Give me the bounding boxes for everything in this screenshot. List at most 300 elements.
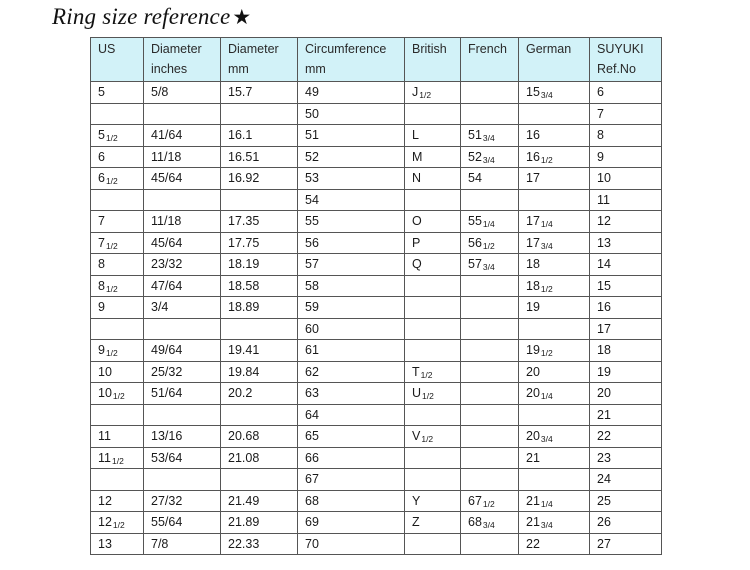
cell-diameter-mm [221, 404, 298, 426]
cell-value: 54 [468, 171, 482, 185]
cell-value: 16 [597, 300, 611, 314]
cell-fraction: 1/2 [482, 498, 495, 509]
cell-diameter-inches [144, 146, 221, 168]
cell-value: 11/18 [151, 214, 182, 228]
cell-value: 20 [526, 429, 540, 443]
cell-fraction: 1/2 [422, 391, 434, 401]
cell-us-size [91, 82, 144, 104]
cell-british-size [405, 383, 461, 405]
table-row [91, 275, 662, 297]
cell-value: Y [412, 493, 421, 508]
cell-diameter-mm [221, 318, 298, 340]
cell-fraction: 1/2 [105, 133, 118, 143]
cell-value: 51 [305, 128, 319, 142]
table-row [91, 232, 662, 254]
cell-us-size [91, 404, 144, 426]
cell-french-size [461, 340, 519, 362]
cell-suyuki-ref-no [590, 426, 662, 448]
cell-value: 16.92 [228, 171, 260, 185]
cell-british-size [405, 82, 461, 104]
cell-german-size [519, 318, 590, 340]
cell-diameter-mm [221, 512, 298, 534]
cell-diameter-inches [144, 404, 221, 426]
cell-french-size [461, 168, 519, 190]
cell-circumference-mm [298, 469, 405, 491]
cell-value: 8 [597, 128, 604, 142]
cell-us-size [91, 490, 144, 512]
cell-value: 10 [98, 364, 112, 379]
cell-us-size [91, 426, 144, 448]
cell-value: 68 [305, 493, 319, 508]
cell-french-size [461, 232, 519, 254]
cell-value: T [412, 364, 420, 379]
cell-diameter-mm [221, 447, 298, 469]
cell-value: 19.41 [228, 343, 260, 357]
cell-value: 18 [526, 257, 540, 271]
cell-value: 17 [526, 214, 540, 228]
cell-value: Z [412, 515, 420, 529]
cell-german-size [519, 168, 590, 190]
cell-value: 61 [305, 343, 319, 357]
column-header-line: French [468, 42, 507, 56]
table-row [91, 340, 662, 362]
cell-value: 56 [305, 235, 319, 250]
cell-fraction: 1/2 [105, 283, 118, 294]
cell-value: 23 [597, 450, 611, 465]
cell-value: 16.51 [228, 149, 260, 164]
cell-value: 7 [98, 214, 105, 228]
column-header-line: mm [305, 62, 326, 76]
cell-french-size [461, 404, 519, 426]
cell-value: 64 [305, 407, 319, 422]
cell-german-size [519, 103, 590, 125]
column-header-line: US [98, 42, 116, 56]
cell-diameter-mm [221, 297, 298, 319]
cell-value: 3/4 [151, 300, 169, 314]
cell-value: 21 [597, 407, 611, 422]
cell-value: O [412, 214, 422, 228]
table-row [91, 490, 662, 512]
cell-suyuki-ref-no [590, 82, 662, 104]
table-row [91, 189, 662, 211]
cell-diameter-inches [144, 512, 221, 534]
cell-diameter-mm [221, 254, 298, 276]
cell-us-size [91, 146, 144, 168]
page-title-text: Ring size reference [52, 4, 231, 29]
cell-british-size [405, 297, 461, 319]
cell-diameter-mm [221, 490, 298, 512]
cell-fraction: 1/2 [105, 176, 118, 186]
cell-french-size [461, 82, 519, 104]
cell-fraction: 1/2 [111, 455, 124, 466]
cell-diameter-inches [144, 490, 221, 512]
cell-fraction: 1/4 [540, 219, 553, 229]
cell-diameter-inches [144, 426, 221, 448]
cell-german-size [519, 490, 590, 512]
column-header-us-size [91, 38, 144, 82]
cell-value: 10 [597, 171, 611, 185]
cell-value: 18 [526, 278, 540, 293]
table-row [91, 447, 662, 469]
column-header-circumference-mm [298, 38, 405, 82]
table-row [91, 168, 662, 190]
cell-fraction: 1/2 [540, 348, 553, 358]
cell-value: 17 [526, 171, 540, 185]
cell-british-size [405, 361, 461, 383]
cell-value: 55/64 [151, 515, 183, 529]
column-header-french-size [461, 38, 519, 82]
table-row [91, 361, 662, 383]
cell-french-size [461, 103, 519, 125]
cell-us-size [91, 383, 144, 405]
cell-french-size [461, 125, 519, 147]
cell-value: 50 [305, 106, 319, 121]
cell-diameter-inches [144, 168, 221, 190]
cell-diameter-inches [144, 297, 221, 319]
cell-value: J [412, 85, 419, 99]
cell-value: 41/64 [151, 128, 183, 142]
cell-value: 24 [597, 472, 611, 486]
cell-circumference-mm [298, 189, 405, 211]
cell-value: 5/8 [151, 85, 169, 99]
cell-fraction: 3/4 [540, 240, 553, 251]
cell-us-size [91, 254, 144, 276]
cell-us-size [91, 318, 144, 340]
cell-diameter-inches [144, 232, 221, 254]
cell-value: 57 [305, 257, 319, 271]
cell-british-size [405, 254, 461, 276]
cell-circumference-mm [298, 383, 405, 405]
cell-value: 17.75 [228, 235, 260, 250]
cell-value: 62 [305, 364, 319, 379]
cell-diameter-inches [144, 82, 221, 104]
cell-us-size [91, 533, 144, 555]
cell-french-size [461, 297, 519, 319]
cell-circumference-mm [298, 103, 405, 125]
cell-value: 51 [468, 128, 482, 142]
cell-value: 21.89 [228, 515, 260, 529]
cell-us-size [91, 361, 144, 383]
cell-value: 20.2 [228, 386, 253, 400]
cell-value: 63 [305, 386, 319, 400]
cell-french-size [461, 383, 519, 405]
cell-us-size [91, 232, 144, 254]
cell-diameter-inches [144, 533, 221, 555]
cell-british-size [405, 103, 461, 125]
cell-diameter-inches [144, 275, 221, 297]
table-row [91, 383, 662, 405]
ring-size-table [90, 37, 662, 555]
cell-german-size [519, 512, 590, 534]
table-row [91, 469, 662, 491]
cell-value: 49 [305, 85, 319, 99]
cell-german-size [519, 297, 590, 319]
cell-german-size [519, 275, 590, 297]
cell-value: 10 [98, 386, 112, 400]
cell-french-size [461, 426, 519, 448]
cell-suyuki-ref-no [590, 533, 662, 555]
cell-suyuki-ref-no [590, 254, 662, 276]
cell-german-size [519, 469, 590, 491]
cell-circumference-mm [298, 275, 405, 297]
cell-british-size [405, 125, 461, 147]
cell-diameter-inches [144, 103, 221, 125]
cell-diameter-mm [221, 340, 298, 362]
cell-diameter-mm [221, 211, 298, 233]
cell-value: 58 [305, 278, 319, 293]
cell-fraction: 1/4 [540, 391, 553, 401]
header-row [91, 38, 662, 82]
cell-diameter-inches [144, 469, 221, 491]
cell-british-size [405, 512, 461, 534]
cell-circumference-mm [298, 490, 405, 512]
cell-value: 17.35 [228, 214, 260, 228]
cell-suyuki-ref-no [590, 340, 662, 362]
star-icon: ★ [232, 5, 252, 29]
cell-german-size [519, 533, 590, 555]
cell-suyuki-ref-no [590, 361, 662, 383]
cell-diameter-inches [144, 361, 221, 383]
cell-value: 11/18 [151, 149, 182, 164]
cell-value: 65 [305, 429, 319, 443]
table-row [91, 297, 662, 319]
cell-diameter-mm [221, 189, 298, 211]
cell-diameter-mm [221, 103, 298, 125]
cell-value: 25 [597, 493, 611, 508]
cell-diameter-inches [144, 254, 221, 276]
cell-value: 21 [526, 493, 540, 508]
cell-value: 9 [98, 343, 105, 357]
cell-fraction: 1/2 [419, 90, 432, 100]
cell-diameter-inches [144, 340, 221, 362]
cell-circumference-mm [298, 297, 405, 319]
cell-suyuki-ref-no [590, 318, 662, 340]
cell-british-size [405, 404, 461, 426]
cell-suyuki-ref-no [590, 103, 662, 125]
cell-diameter-mm [221, 469, 298, 491]
cell-fraction: 3/4 [482, 133, 495, 143]
cell-us-size [91, 469, 144, 491]
column-header-diameter-inches [144, 38, 221, 82]
cell-diameter-inches [144, 447, 221, 469]
cell-suyuki-ref-no [590, 469, 662, 491]
column-header-line: British [412, 42, 447, 56]
cell-value: 15 [597, 278, 611, 293]
cell-value: 67 [468, 493, 482, 508]
cell-circumference-mm [298, 211, 405, 233]
cell-suyuki-ref-no [590, 490, 662, 512]
cell-value: 5 [98, 128, 105, 142]
cell-value: 22 [526, 536, 540, 551]
cell-value: 26 [597, 515, 611, 529]
cell-french-size [461, 318, 519, 340]
cell-suyuki-ref-no [590, 146, 662, 168]
cell-german-size [519, 232, 590, 254]
cell-value: 9 [597, 149, 604, 164]
cell-value: 6 [98, 149, 105, 164]
cell-value: 22.33 [228, 536, 260, 551]
cell-circumference-mm [298, 232, 405, 254]
cell-suyuki-ref-no [590, 189, 662, 211]
cell-value: 8 [98, 278, 105, 293]
table-row [91, 125, 662, 147]
cell-value: 17 [526, 235, 540, 250]
cell-value: P [412, 235, 421, 250]
cell-diameter-mm [221, 426, 298, 448]
cell-us-size [91, 447, 144, 469]
cell-value: 57 [468, 257, 482, 271]
cell-french-size [461, 490, 519, 512]
cell-diameter-mm [221, 168, 298, 190]
cell-value: 19.84 [228, 364, 260, 379]
cell-value: 19 [526, 300, 540, 314]
cell-us-size [91, 189, 144, 211]
cell-circumference-mm [298, 340, 405, 362]
cell-british-size [405, 533, 461, 555]
cell-british-size [405, 146, 461, 168]
cell-us-size [91, 103, 144, 125]
cell-value: 21 [526, 450, 540, 465]
cell-value: 13/16 [151, 429, 183, 443]
cell-value: Q [412, 257, 422, 271]
cell-value: 45/64 [151, 171, 183, 185]
cell-us-size [91, 211, 144, 233]
cell-value: 17 [597, 321, 611, 336]
cell-value: 60 [305, 321, 319, 336]
cell-value: 68 [468, 515, 482, 529]
cell-french-size [461, 275, 519, 297]
cell-fraction: 1/2 [421, 434, 434, 444]
cell-value: 11 [98, 450, 111, 465]
cell-british-size [405, 447, 461, 469]
cell-circumference-mm [298, 404, 405, 426]
cell-suyuki-ref-no [590, 125, 662, 147]
cell-suyuki-ref-no [590, 512, 662, 534]
cell-british-size [405, 232, 461, 254]
cell-value: 53 [305, 171, 319, 185]
column-header-line: SUYUKI [597, 42, 644, 56]
cell-value: 6 [597, 85, 604, 99]
cell-value: 21.49 [228, 493, 260, 508]
cell-suyuki-ref-no [590, 383, 662, 405]
cell-german-size [519, 447, 590, 469]
column-header-line: Circumference [305, 42, 387, 56]
cell-value: 11 [98, 429, 111, 443]
cell-circumference-mm [298, 82, 405, 104]
table-header [91, 38, 662, 82]
cell-suyuki-ref-no [590, 297, 662, 319]
cell-diameter-mm [221, 232, 298, 254]
cell-value: 66 [305, 450, 319, 465]
column-header-line: Diameter [228, 42, 279, 56]
cell-value: 12 [597, 214, 611, 228]
cell-value: 51/64 [151, 386, 183, 400]
cell-value: 12 [98, 515, 112, 529]
cell-british-size [405, 275, 461, 297]
cell-german-size [519, 340, 590, 362]
cell-diameter-mm [221, 533, 298, 555]
cell-value: 16 [526, 149, 540, 164]
cell-suyuki-ref-no [590, 404, 662, 426]
cell-us-size [91, 168, 144, 190]
cell-value: 19 [526, 343, 540, 357]
cell-fraction: 3/4 [540, 520, 553, 530]
cell-value: 13 [98, 536, 112, 551]
table-row [91, 533, 662, 555]
cell-fraction: 3/4 [482, 520, 495, 530]
cell-german-size [519, 361, 590, 383]
cell-circumference-mm [298, 361, 405, 383]
cell-value: 8 [98, 257, 105, 271]
cell-french-size [461, 211, 519, 233]
cell-british-size [405, 189, 461, 211]
cell-suyuki-ref-no [590, 447, 662, 469]
cell-value: 18.58 [228, 278, 260, 293]
cell-value: 5 [98, 85, 105, 99]
cell-british-size [405, 211, 461, 233]
table-row [91, 103, 662, 125]
cell-value: 52 [305, 149, 319, 164]
cell-diameter-inches [144, 125, 221, 147]
cell-circumference-mm [298, 426, 405, 448]
column-header-line: mm [228, 62, 249, 76]
cell-value: 49/64 [151, 343, 183, 357]
cell-french-size [461, 447, 519, 469]
cell-german-size [519, 404, 590, 426]
cell-suyuki-ref-no [590, 168, 662, 190]
cell-british-size [405, 168, 461, 190]
cell-circumference-mm [298, 254, 405, 276]
cell-value: 7 [98, 235, 105, 250]
cell-fraction: 1/2 [540, 283, 553, 294]
cell-value: 54 [305, 192, 319, 207]
cell-british-size [405, 469, 461, 491]
cell-value: 70 [305, 536, 319, 551]
cell-value: 22 [597, 429, 611, 443]
cell-british-size [405, 340, 461, 362]
cell-circumference-mm [298, 146, 405, 168]
table-row [91, 82, 662, 104]
cell-value: 59 [305, 300, 319, 314]
cell-german-size [519, 189, 590, 211]
cell-value: 18.19 [228, 257, 260, 271]
cell-value: 11 [597, 192, 610, 207]
column-header-german-size [519, 38, 590, 82]
cell-value: 12 [98, 493, 112, 508]
cell-suyuki-ref-no [590, 211, 662, 233]
column-header-line: inches [151, 62, 188, 76]
cell-suyuki-ref-no [590, 275, 662, 297]
cell-value: 7/8 [151, 536, 169, 551]
cell-value: 20 [526, 386, 540, 400]
cell-fraction: 3/4 [540, 434, 553, 444]
cell-german-size [519, 383, 590, 405]
cell-german-size [519, 125, 590, 147]
cell-fraction: 1/4 [540, 498, 553, 509]
cell-value: 20.68 [228, 429, 260, 443]
cell-french-size [461, 512, 519, 534]
table-row [91, 146, 662, 168]
cell-value: 13 [597, 235, 611, 250]
cell-german-size [519, 211, 590, 233]
cell-value: 52 [468, 149, 482, 164]
cell-diameter-mm [221, 82, 298, 104]
cell-fraction: 3/4 [540, 90, 553, 100]
cell-british-size [405, 426, 461, 448]
cell-french-size [461, 361, 519, 383]
cell-value: 15 [526, 85, 540, 99]
cell-fraction: 3/4 [482, 154, 495, 165]
